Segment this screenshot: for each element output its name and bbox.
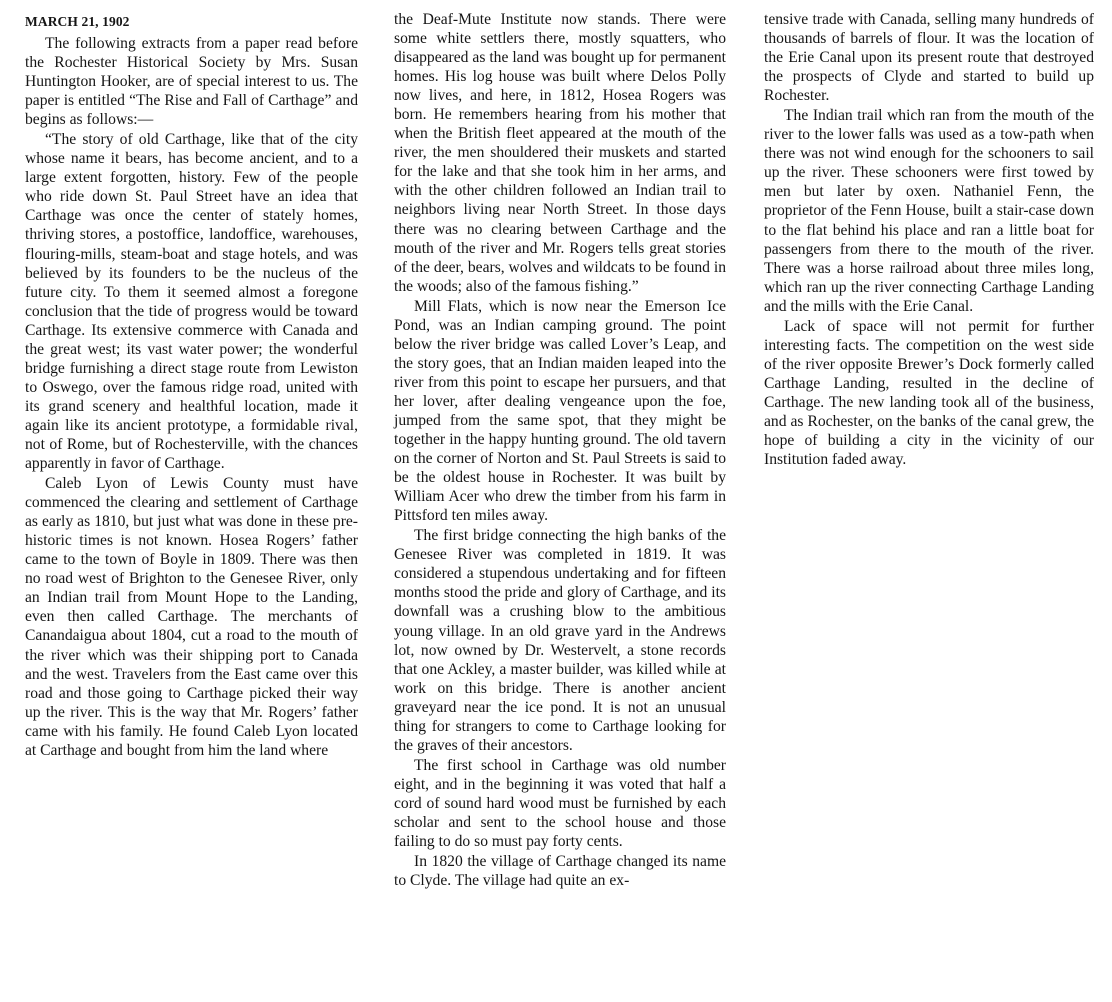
column-1 (25, 12, 358, 760)
column-3 (764, 10, 1094, 469)
column-2 (394, 10, 726, 890)
paragraph-caleb-lyon: Caleb Lyon of Lewis County must have commenced the clearing and settlement of Carthage as early as 1810, but just what was done in these pre-historic times is not known. Hosea Rogers’ father came to the town of Boyle in 1809. There was then no road west of Brighton to the Genesee River, only an Indian trail from Mount Hope to the Landing, even then called Carthage. The merchants of Canandaigua about 1804, cut a road to the mouth of the river which was their shipping port to Canada and the west. Travelers from the East came over this road and those going to Carthage picked their way up the river. This is the way that Mr. Rogers’ father came with his family. He found Caleb Lyon located at Carthage and bought from him the land where (25, 475, 358, 759)
paragraph-village-renamed: In 1820 the village of Carthage changed its name to Clyde. The village had quite an ex- (394, 853, 726, 890)
dateline: MARCH 21, 1902 (25, 14, 130, 29)
paragraph-deaf-mute-institute: the Deaf-Mute Institute now stands. There were some white settlers there, mostly squatters, who disappeared as the land was bought up for permanent homes. His log house was built where Delos Polly now lives, and here, in 1812, Hosea Rogers was born. He remembers hearing from his mother that when the British fleet appeared at the mouth of the river, the men shouldered their muskets and started for the lake and that she took him in her arms, and with the other children followed an Indian trail to neighbors living near North Street. In those days there was no clearing between Carthage and the mouth of the river and Mr. Rogers tells great stories of the deer, bears, wolves and wildcats to be found in the woods; also of the famous fishing.” (394, 11, 726, 295)
paragraph-indian-trail: The Indian trail which ran from the mouth of the river to the lower falls was used as a tow-path when there was not wind enough for the schooners to sail up the river. These schooners were first towed by men but later by oxen. Nathaniel Fenn, the proprietor of the Fenn House, built a stair-case down to the flat behind his place and ran a little boat for passengers from there to the mouth of the river. There was a horse railroad about three miles long, which ran up the river connecting Carthage Landing and the mills with the Erie Canal. (764, 107, 1094, 315)
paragraph-lack-of-space: Lack of space will not permit for further interesting facts. The competition on the west side of the river opposite Brewer’s Dock formerly called Carthage Landing, resulted in the decline of Carthage. The new landing took all of the business, and as Rochester, on the banks of the canal grew, the hope of building a city in the vicinity of our Institution faded away. (764, 317, 1094, 469)
paragraph-first-school: The first school in Carthage was old number eight, and in the beginning it was voted that half a cord of sound hard wood must be furnished by each scholar and sent to the school house and those failing to do so must pay forty cents. (394, 756, 726, 851)
paragraph-first-bridge: The first bridge connecting the high banks of the Genesee River was completed in 1819. It was considered a stupendous undertaking and for fifteen months stood the pride and glory of Carthage, and its downfall was a crushing blow to the ambitious young village. In an old grave yard in the Andrews lot, now owned by Dr. Westervelt, a stone records that one Ackley, a master builder, was killed while at work on this bridge. There is another ancient graveyard near the ice pond. It is not an unusual thing for strangers to come to Carthage looking for the graves of their ancestors. (394, 527, 726, 754)
paragraph-mill-flats: Mill Flats, which is now near the Emerson Ice Pond, was an Indian camping ground. The point below the river bridge was called Lover’s Leap, and the story goes, that an Indian maiden leaped into the river from this point to escape her pursuers, and that her lover, after dealing vengeance upon the foe, jumped from the same spot, that they might be together in the happy hunting ground. The old tavern on the corner of Norton and St. Paul Streets is said to be the oldest house in Rochester. It was built by William Acer who drew the timber from his farm in Pittsford ten miles away. (394, 297, 726, 525)
paragraph-intro: The following extracts from a paper read before the Rochester Historical Society by Mrs. Susan Huntington Hooker, are of special interest to us. The paper is entitled “The Rise and Fall of Carthage” and begins as follows:— (25, 35, 358, 129)
paragraph-canada-trade: tensive trade with Canada, selling many hundreds of thousands of barrels of flour. It was the location of the Erie Canal upon its present route that destroyed the prospects of Clyde and started to build up Rochester. (764, 11, 1094, 105)
paragraph-story-of-carthage: “The story of old Carthage, like that of the city whose name it bears, has become ancient, and to a large extent forgotten, history. Few of the people who ride down St. Paul Street have an idea that Carthage was once the center of stately homes, thriving stores, a postoffice, landoffice, warehouses, flouring-mills, steam-boat and stage hotels, and was believed by its founders to be the nucleus of the future city. To them it seemed almost a foregone conclusion that the tide of progress would be toward Carthage. Its extensive commerce with Canada and the great west; its vast water power; the wonderful bridge furnishing a direct stage route from Lewiston to Oswego, over the famous ridge road, united with its grand scenery and healthful location, made it again like its ancient prototype, a formidable rival, not of Rome, but of Rochesterville, with the chances apparently in favor of Carthage. (25, 131, 358, 473)
